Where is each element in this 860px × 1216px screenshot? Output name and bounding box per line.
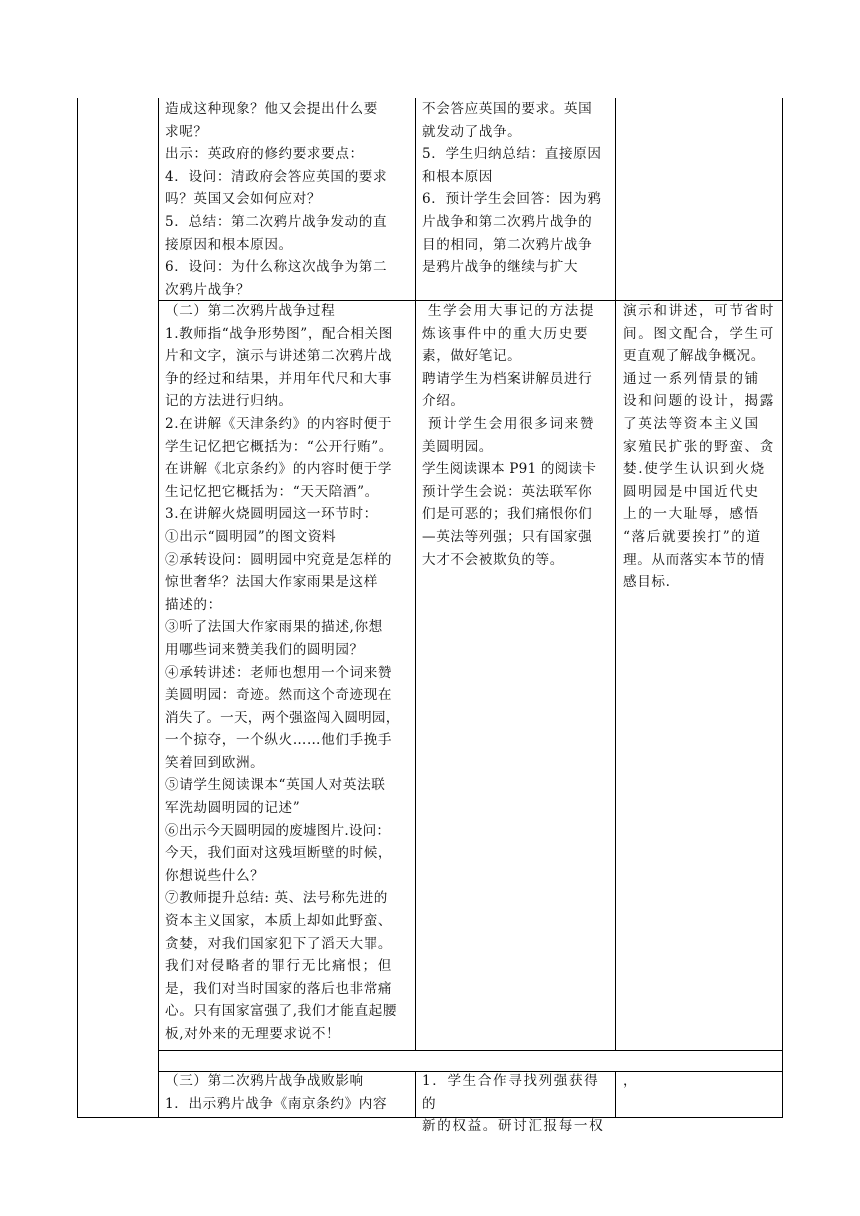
text-line: 设和问题的设计，揭露 bbox=[623, 393, 775, 410]
text-line: 惊世奢华？法国大作家雨果是这样 bbox=[165, 574, 378, 591]
student-activity-cell bbox=[422, 300, 612, 571]
text-line: 和根本原因 bbox=[422, 168, 493, 185]
text-line: 接原因和根本原因。 bbox=[165, 236, 293, 253]
column-divider-3 bbox=[615, 98, 616, 1050]
text-line: 理。从而落实本节的情 bbox=[623, 551, 765, 568]
text-line: 6．预计学生会回答：因为鸦 bbox=[422, 191, 602, 208]
text-line: ⑥出示今天圆明园的废墟图片.设问： bbox=[165, 822, 391, 839]
text-line: 心。只有国家富强了,我们才能直起腰 bbox=[165, 1003, 398, 1020]
text-line: 是鸦片战争的继续与扩大 bbox=[422, 259, 579, 276]
text-line: 板,对外来的无理要求说不！ bbox=[165, 1026, 341, 1042]
section-heading: （三）第二次鸦片战争战败影响 bbox=[165, 1073, 364, 1089]
text-line: 出示：英政府的修约要求要点： bbox=[165, 146, 364, 163]
teacher-activity-cell bbox=[165, 1070, 411, 1115]
text-line: 美圆明园。 bbox=[422, 438, 493, 455]
text-line: 次鸦片战争？ bbox=[165, 281, 251, 298]
text-line: ①出示“圆明园”的图文资料 bbox=[165, 528, 337, 545]
column-divider-1 bbox=[158, 98, 159, 1118]
text-line: 目的相同，第二次鸦片战争 bbox=[422, 236, 593, 253]
text-line: 消失了。一天，两个强盗闯入圆明园， bbox=[165, 709, 400, 726]
design-intent-cell bbox=[623, 1070, 851, 1093]
text-line: ③听了法国大作家雨果的描述,你想 bbox=[165, 619, 383, 636]
text-line: 5．学生归纳总结：直接原因 bbox=[422, 146, 602, 163]
text-line: 用哪些词来赞美我们的圆明园？ bbox=[165, 641, 364, 658]
text-line: 学生记忆把它概括为：“公开行贿”。 bbox=[165, 438, 394, 455]
text-line: ， bbox=[623, 1073, 638, 1089]
text-line: 我们对侵略者的罪行无比痛恨；但 bbox=[165, 958, 393, 975]
text-line: ⑤请学生阅读课本“英国人对英法联 bbox=[165, 777, 386, 794]
text-line: 1．学生合作寻找列强获得的 bbox=[422, 1073, 600, 1112]
teacher-activity-cell bbox=[165, 300, 411, 1046]
text-line: 素，做好笔记。 bbox=[422, 348, 522, 365]
table-right-border bbox=[782, 98, 783, 1118]
text-line: 吗？英国又会如何应对？ bbox=[165, 191, 322, 208]
text-line: 大才不会被欺负的等。 bbox=[422, 551, 564, 568]
student-activity-cell bbox=[422, 98, 612, 279]
text-line: 2.在讲解《天津条约》的内容时便于 bbox=[165, 415, 393, 432]
text-line: ④承转讲述：老师也想用一个词来赞 bbox=[165, 664, 393, 681]
text-line: 你想说些什么？ bbox=[165, 867, 265, 884]
text-line: 更直观了解战争概况。 bbox=[623, 348, 765, 365]
text-line: 新的权益。研讨汇报每一权 bbox=[422, 1118, 605, 1135]
text-line: 3.在讲解火烧圆明园这一环节时： bbox=[165, 506, 378, 523]
text-line: 上的一大耻辱，感悟 bbox=[623, 506, 760, 523]
text-line: 记的方法进行归纳。 bbox=[165, 393, 293, 410]
text-line: 军洗劫圆明园的记述” bbox=[165, 800, 301, 817]
text-line: —英法等列强；只有国家强 bbox=[422, 528, 593, 545]
table-left-border bbox=[77, 98, 78, 1118]
text-line: 预计学生会说：英法联军你 bbox=[422, 483, 593, 500]
column-divider-2-lower bbox=[415, 1072, 416, 1118]
text-line: 就发动了战争。 bbox=[422, 123, 522, 140]
text-line: 感目标. bbox=[623, 574, 671, 591]
text-line: 炼该事件中的重大历史要 bbox=[422, 325, 590, 342]
text-line: ②承转设问：圆明园中究竟是怎样的 bbox=[165, 551, 393, 568]
text-line: 片和文字，演示与讲述第二次鸦片战 bbox=[165, 348, 393, 365]
text-line: 贪婪，对我们国家犯下了滔天大罪。 bbox=[165, 935, 393, 952]
text-line: 1.教师指“战争形势图”，配合相关图 bbox=[165, 325, 393, 342]
design-intent-cell bbox=[623, 300, 851, 594]
text-line: 了英法等资本主义国 bbox=[623, 415, 760, 432]
text-line: 不会答应英国的要求。英国 bbox=[422, 101, 593, 117]
text-line: 今天，我们面对这残垣断壁的时候， bbox=[165, 845, 393, 862]
text-line: 是，我们对当时国家的落后也非常痛 bbox=[165, 980, 393, 997]
text-line: 资本主义国家，本质上却如此野蛮、 bbox=[165, 913, 393, 930]
text-line: 4．设问：清政府会答应英国的要求 bbox=[165, 168, 388, 185]
text-line: 婪.使学生认识到火烧 bbox=[623, 461, 766, 478]
text-line: 介绍。 bbox=[422, 393, 465, 410]
text-line: 预计学生会用很多词来赞 bbox=[422, 415, 596, 432]
text-line: “落后就要挨打”的道 bbox=[623, 528, 762, 545]
text-line: 5．总结：第二次鸦片战争发动的直 bbox=[165, 213, 388, 230]
text-line: 生记忆把它概括为：“天天陪酒”。 bbox=[165, 483, 379, 500]
text-line: 演示和讲述，可节省时 bbox=[623, 303, 775, 319]
section-heading: （二）第二次鸦片战争过程 bbox=[165, 303, 336, 319]
text-line: 描述的： bbox=[165, 596, 222, 613]
text-line: 一个掠夺，一个纵火……他们手挽手 bbox=[165, 732, 393, 749]
column-divider-2 bbox=[415, 98, 416, 1050]
text-line: 通过一系列情景的铺 bbox=[623, 370, 760, 387]
text-line: 间。图文配合，学生可 bbox=[623, 325, 775, 342]
text-line: 家殖民扩张的野蛮、贪 bbox=[623, 438, 775, 455]
text-line: 造成这种现象？他又会提出什么要 bbox=[165, 101, 378, 117]
text-line: 生学会用大事记的方法提 bbox=[422, 303, 596, 319]
student-activity-cell bbox=[422, 1070, 612, 1138]
text-line: 聘请学生为档案讲解员进行 bbox=[422, 370, 593, 387]
text-line: 片战争和第二次鸦片战争的 bbox=[422, 213, 593, 230]
text-line: 1．出示鸦片战争《南京条约》内容 bbox=[165, 1095, 388, 1112]
text-line: 6．设问：为什么称这次战争为第二 bbox=[165, 259, 388, 276]
text-line: 笑着回到欧洲。 bbox=[165, 754, 265, 771]
text-line: ⑦教师提升总结: 英、法号称先进的 bbox=[165, 890, 389, 907]
text-line: 学生阅读课本 P91 的阅读卡 bbox=[422, 461, 597, 478]
teacher-activity-cell bbox=[165, 98, 411, 301]
text-line: 争的经过和结果，并用年代尺和大事 bbox=[165, 370, 393, 387]
text-line: 圆明园是中国近代史 bbox=[623, 483, 760, 500]
text-line: 求呢？ bbox=[165, 123, 208, 140]
text-line: 们是可恶的；我们痛恨你们 bbox=[422, 506, 593, 523]
text-line: 美圆明园：奇迹。然而这个奇迹现在 bbox=[165, 687, 393, 704]
row-separator-2 bbox=[158, 1050, 783, 1051]
column-divider-3-lower bbox=[615, 1072, 616, 1118]
text-line: 在讲解《北京条约》的内容时便于学 bbox=[165, 461, 393, 478]
